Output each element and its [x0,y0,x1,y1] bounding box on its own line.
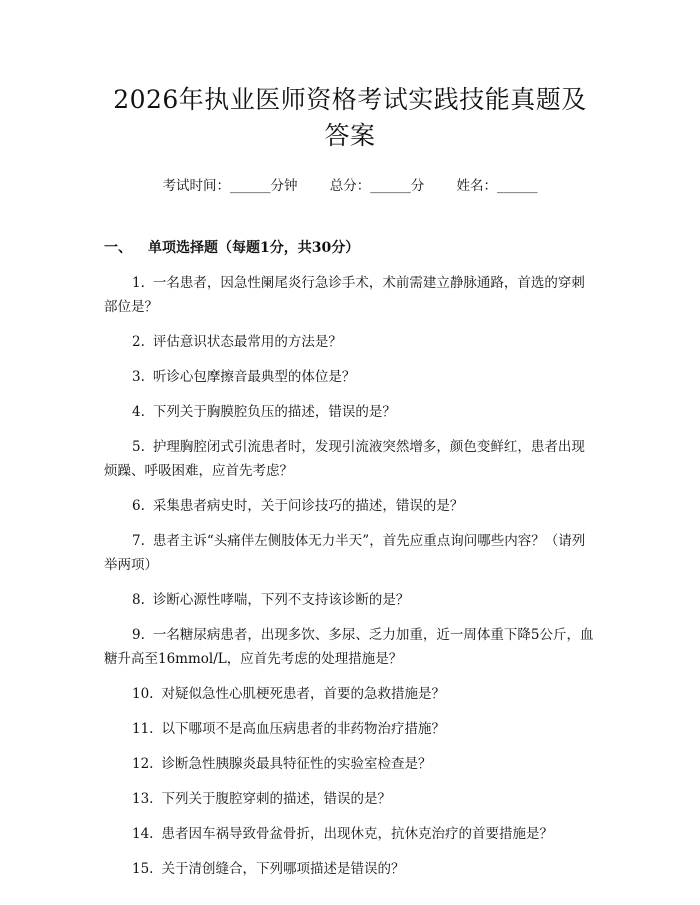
question-item [104,623,596,671]
section-heading [104,238,596,258]
question-number: 14. [132,826,154,842]
question-text: 评估意识状态最常用的方法是？ [152,334,342,350]
question-number: 15. [132,861,154,877]
question-text: 对疑似急性心肌梗死患者，首要的急救措施是？ [161,686,445,702]
question-number: 10. [132,686,154,702]
question-text: 护理胸腔闭式引流患者时，发现引流液突然增多，颜色变鲜红，患者出现烦躁、呼吸困难，应首先考虑？ [104,439,585,479]
question-list [104,271,596,881]
question-number: 2. [132,334,145,350]
question-number: 4. [132,404,145,420]
question-item [104,787,596,811]
question-number: 9. [132,627,145,643]
question-text: 一名糖尿病患者，出现多饮、多尿、乏力加重，近一周体重下降5公斤，血糖升高至16mmol/L，应首先考虑的处理措施是？ [104,627,594,667]
question-number: 3. [132,369,145,385]
question-number: 8. [132,592,145,608]
question-number: 6. [132,498,145,514]
question-item [104,400,596,424]
question-text: 下列关于腹腔穿刺的描述，错误的是？ [161,791,391,807]
question-item [104,682,596,706]
section-title: 单项选择题（每题1分，共30分） [148,240,360,256]
question-text: 患者因车祸导致骨盆骨折，出现休克，抗休克治疗的首要措施是？ [161,826,553,842]
question-item [104,435,596,483]
question-number: 12. [132,756,154,772]
question-item [104,529,596,577]
question-number: 13. [132,791,154,807]
question-number: 1. [132,275,145,291]
question-item [104,857,596,881]
question-item [104,717,596,741]
question-text: 诊断急性胰腺炎最具特征性的实验室检查是？ [161,756,432,772]
section-number: 一、 [104,240,132,256]
total-score-field: 总分：______分 [329,178,425,194]
question-item [104,822,596,846]
question-text: 患者主诉“头痛伴左侧肢体无力半天”，首先应重点询问哪些内容？（请列举两项） [104,533,586,573]
exam-time-field: 考试时间：______分钟 [162,178,298,194]
question-text: 采集患者病史时，关于问诊技巧的描述，错误的是？ [152,498,464,514]
question-item [104,365,596,389]
question-text: 以下哪项不是高血压病患者的非药物治疗措施？ [161,721,445,737]
question-number: 11. [132,721,154,737]
question-text: 关于清创缝合，下列哪项描述是错误的？ [161,861,405,877]
question-text: 听诊心包摩擦音最典型的体位是？ [152,369,356,385]
question-item [104,330,596,354]
question-text: 诊断心源性哮喘，下列不支持该诊断的是？ [152,592,410,608]
question-item [104,271,596,319]
question-item [104,588,596,612]
question-item [104,752,596,776]
question-number: 7. [132,533,145,549]
name-field: 姓名：______ [456,178,538,194]
exam-meta [104,176,596,196]
question-text: 下列关于胸膜腔负压的描述，错误的是？ [152,404,396,420]
question-text: 一名患者，因急性阑尾炎行急诊手术，术前需建立静脉通路，首选的穿刺部位是？ [104,275,585,315]
question-number: 5. [132,439,145,455]
document-title: 2026年执业医师资格考试实践技能真题及答案 [113,85,587,150]
question-item [104,494,596,518]
